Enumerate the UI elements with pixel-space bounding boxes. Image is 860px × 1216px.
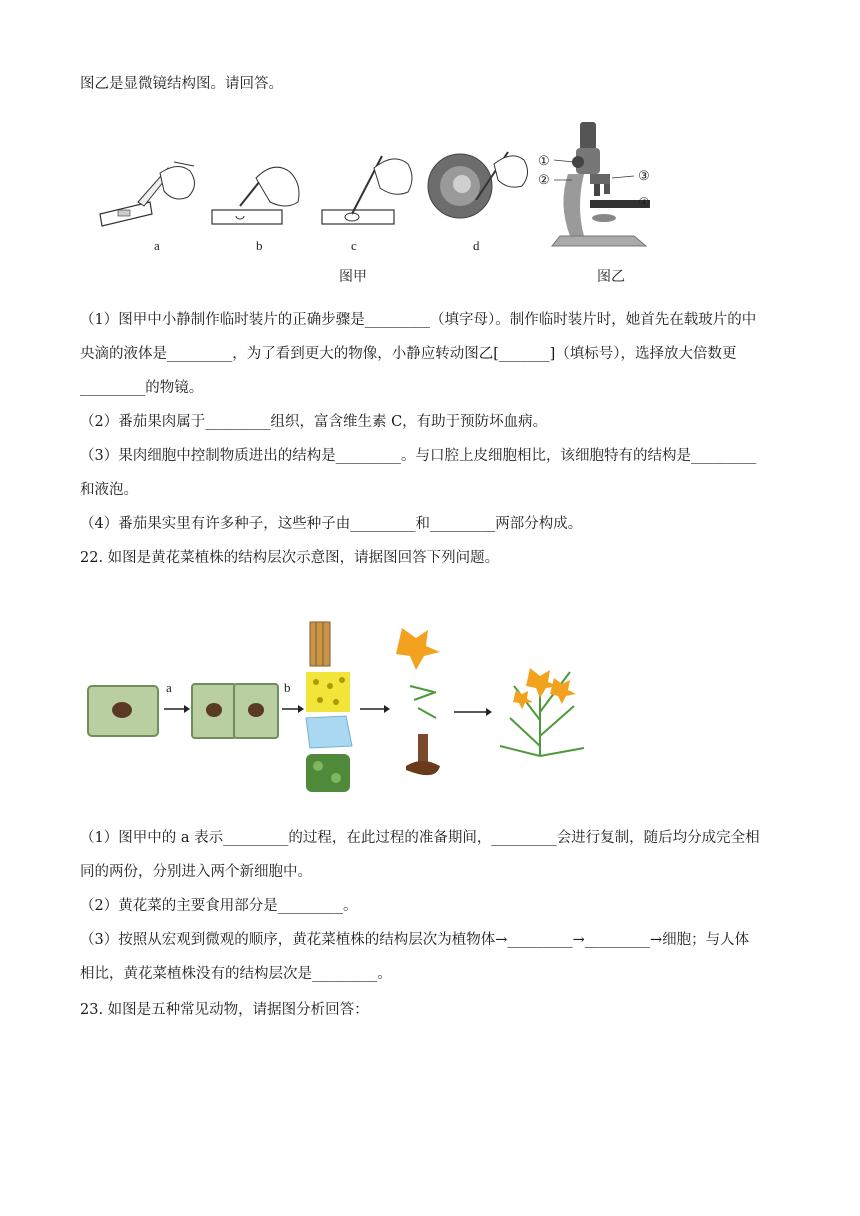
whole-plant-illustration	[500, 668, 584, 756]
caption-yi: 图乙	[597, 269, 625, 285]
microscope-label-3: ③	[638, 168, 650, 183]
q22-part1-line2: 同的两份，分别进入两个新细胞中。	[80, 864, 312, 880]
q21-part1-line3: _________的物镜。	[80, 380, 204, 396]
microscope-label-4: ④	[638, 195, 650, 210]
q21-part1-line1: （1）图甲中小静制作临时装片的正确步骤是_________（填字母）。制作临时装片时，她首先在载玻片的中	[80, 312, 757, 328]
step-b-illustration	[212, 167, 299, 224]
single-cell-illustration	[88, 686, 158, 736]
q23-title: 23. 如图是五种常见动物，请据图分析回答：	[80, 1002, 369, 1018]
step-label-d: d	[473, 238, 480, 253]
organs-illustration	[396, 628, 440, 775]
q21-part1-line2: 央滴的液体是_________，为了看到更大的物像，小静应转动图乙[_______]（填标号），选择放大倍数更	[80, 346, 737, 362]
q22-part2: （2）黄花菜的主要食用部分是_________。	[80, 898, 358, 914]
microscope-label-2: ②	[538, 172, 550, 187]
q22-title: 22. 如图是黄花菜植株的结构层次示意图，请据图回答下列问题。	[80, 550, 500, 566]
step-a-illustration	[100, 162, 195, 226]
step-label-c: c	[351, 238, 357, 253]
microscope-illustration	[552, 122, 650, 246]
tissues-illustration	[306, 622, 352, 792]
step-c-illustration	[322, 156, 412, 224]
arrow-label-b: b	[284, 680, 291, 695]
q21-part2: （2）番茄果肉属于_________组织，富含维生素 C，有助于预防坏血病。	[80, 414, 548, 430]
step-d-illustration	[428, 152, 528, 218]
step-label-a: a	[154, 238, 160, 253]
q21-part4: （4）番茄果实里有许多种子，这些种子由_________和_________两部分构成。	[80, 516, 583, 532]
dividing-cells-illustration	[192, 684, 278, 738]
figure-slide-preparation	[90, 118, 670, 268]
q22-part3-line1: （3）按照从宏观到微观的顺序，黄花菜植株的结构层次为植物体→_________→_________→细胞；与人体	[80, 932, 750, 948]
q22-part3-line2: 相比，黄花菜植株没有的结构层次是_________。	[80, 966, 392, 982]
step-label-b: b	[256, 238, 263, 253]
intro-text: 图乙是显微镜结构图。请回答。	[80, 76, 283, 92]
q21-part3-line2: 和液泡。	[80, 482, 138, 498]
arrow-label-a: a	[166, 680, 172, 695]
caption-jia: 图甲	[339, 269, 367, 285]
q21-part3-line1: （3）果肉细胞中控制物质进出的结构是_________。与口腔上皮细胞相比，该细胞特有的结构是_________	[80, 448, 757, 464]
microscope-label-1: ①	[538, 153, 550, 168]
q22-part1-line1: （1）图甲中的 a 表示_________的过程，在此过程的准备期间，_________会进行复制，随后均分成完全相	[80, 830, 760, 846]
figure-plant-structure	[84, 616, 594, 796]
